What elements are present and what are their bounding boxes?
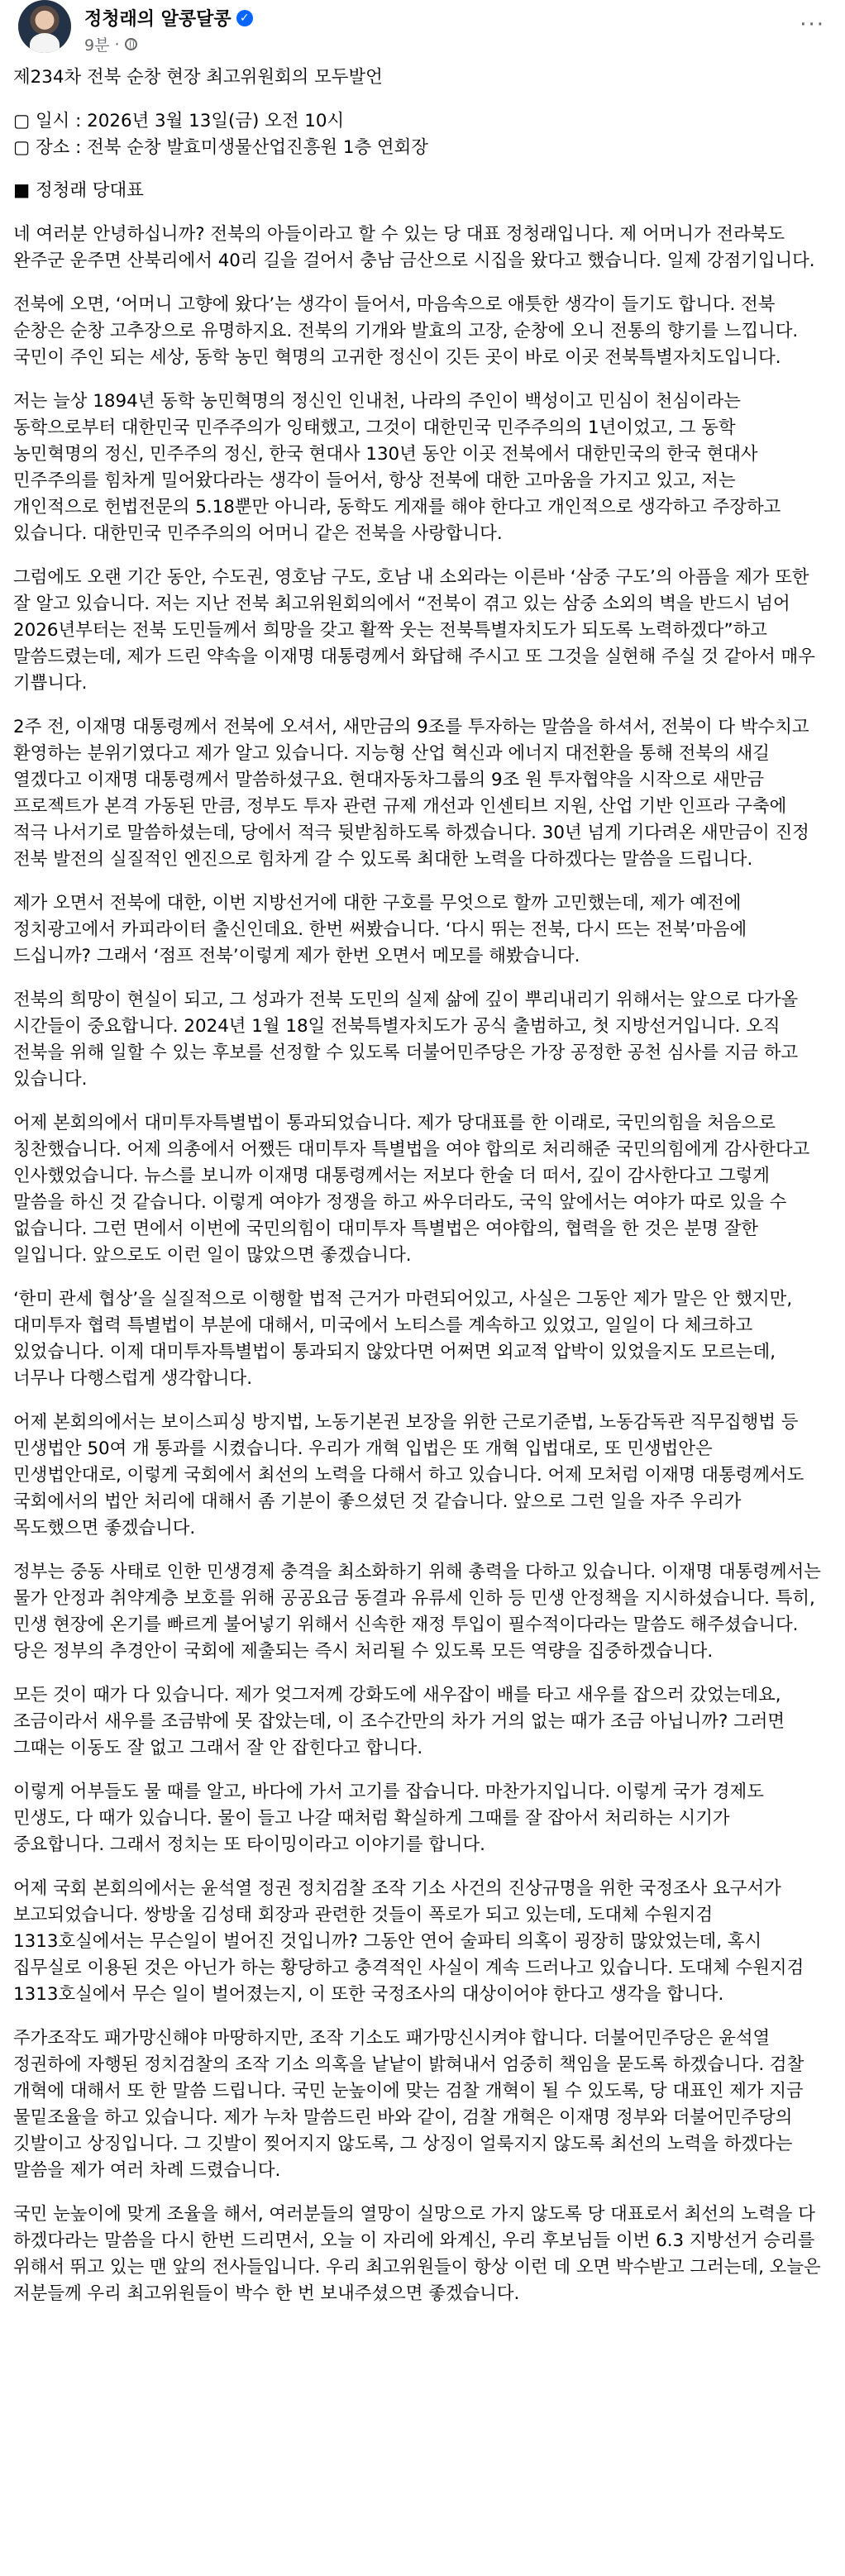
event-date: ▢ 일시 : 2026년 3월 13일(금) 오전 10시 <box>13 111 345 131</box>
globe-icon <box>125 38 137 50</box>
event-info <box>13 108 825 161</box>
paragraph: 네 여러분 안녕하십니까? 전북의 아들이라고 할 수 있는 당 대표 정청래입니다. 제 어머니가 전라북도 완주군 운주면 산북리에서 40리 길을 걸어서 충남 금산으로 시집을 왔다고 했습니다. 일제 강점기입니다. <box>13 224 815 271</box>
paragraph: 2주 전, 이재명 대통령께서 전북에 오셔서, 새만금의 9조를 투자하는 말씀을 하셔서, 전북이 다 박수치고 환영하는 분위기였다고 제가 알고 있습니다. 지능형 산업 혁신과 에너지 대전환을 통해 전북의 새길 열겠다고 이재명 대통령께서 말씀하셨구요. 현대자동차그룹의 9조 원 투자협약을 시작으로 새만금 프로젝트가 본격 가동된 만큼, 정부도 투자 관련 규제 개선과 인센티브 지원, 산업 기반 인프라 구축에 적극 나서기로 말씀하셨는데, 당에서 적극 뒷받침하도록 하겠습니다. 30년 넘게 기다려온 새만금이 진정 전북 발전의 실질적인 엔진으로 힘차게 갈 수 있도록 최대한 노력을 다하겠다는 말씀을 드립니다. <box>13 717 809 870</box>
paragraph: 어제 국회 본회의에서는 윤석열 정권 정치검찰 조작 기소 사건의 진상규명을 위한 국정조사 요구서가 보고되었습니다. 쌍방울 김성태 회장과 관련한 것들이 폭로가 되고 있는데, 도대체 수원지검 1313호실에서는 무슨일이 벌어진 것입니까? 그동안 연어 술파티 의혹이 굉장히 많았었는데, 혹시 집무실로 이용된 것은 아닌가 하는 황당하고 충격적인 사실이 계속 드러나고 있습니다. 도대체 수원지검 1313호실에서 무슨 일이 벌어졌는지, 이 또한 국정조사의 대상이어야 한다고 생각을 합니다. <box>13 1878 804 2005</box>
speaker-label: ■ 정청래 당대표 <box>13 180 144 201</box>
more-options-icon[interactable]: ··· <box>800 12 825 37</box>
author-name[interactable] <box>84 5 253 31</box>
author-avatar[interactable] <box>18 0 71 53</box>
paragraph: 저는 늘상 1894년 동학 농민혁명의 정신인 인내천, 나라의 주인이 백성이고 민심이 천심이라는 동학으로부터 대한민국 민주주의가 잉태했고, 그것이 대한민국 민주주의의 1년이었고, 그 동학 농민혁명의 정신, 민주주의 정신, 한국 현대사 130년 동안 이곳 전북에서 대한민국의 한국 현대사 민주주의를 힘차게 밀어왔다라는 생각이 들어서, 항상 전북에 대한 고마움을 가지고 있고, 저는 개인적으로 헌법전문의 5.18뿐만 아니라, 동학도 게재를 해야 한다고 개인적으로 생각하고 주장하고 있습니다. 대한민국 민주주의의 어머니 같은 전북을 사랑합니다. <box>13 391 781 544</box>
paragraph: 전북에 오면, ‘어머니 고향에 왔다’는 생각이 들어서, 마음속으로 애틋한 생각이 들기도 합니다. 전북 순창은 순창 고추장으로 유명하지요. 전북의 기개와 발효의 고장, 순창에 오니 전통의 향기를 느낍니다. 국민이 주인 되는 세상, 동학 농민 혁명의 고귀한 정신이 깃든 곳이 바로 이곳 전북특별자치도입니다. <box>13 294 799 368</box>
post-header <box>13 0 825 64</box>
paragraph: 이렇게 어부들도 물 때를 알고, 바다에 가서 고기를 잡습니다. 마찬가지입니다. 이렇게 국가 경제도 민생도, 다 때가 있습니다. 물이 들고 나갈 때처럼 확실하게 그때를 잘 잡아서 처리하는 시기가 중요합니다. 그래서 정치는 또 타이밍이라고 이야기를 합니다. <box>13 1782 764 1855</box>
paragraph: 그럼에도 오랜 기간 동안, 수도권, 영호남 구도, 호남 내 소외라는 이른바 ‘삼중 구도’의 아픔을 제가 또한 잘 알고 있습니다. 저는 지난 전북 최고위원회의에서 “전북이 겪고 있는 삼중 소외의 벽을 반드시 넘어 2026년부터는 전북 도민들께서 희망을 갖고 활짝 웃는 전북특별자치도가 되도록 노력하겠다”하고 말씀드렸는데, 제가 드린 약속을 이재명 대통령께서 화답해 주시고 또 그것을 실현해 주실 것 같아서 매우 기쁩니다. <box>13 567 815 694</box>
author-name-text[interactable]: 정청래의 알콩달콩 <box>84 9 232 30</box>
post-title: 제234차 전북 순창 현장 최고위원회의 모두발언 <box>13 67 383 88</box>
paragraph: 정부는 중동 사태로 인한 민생경제 충격을 최소화하기 위해 총력을 다하고 있습니다. 이재명 대통령께서는 물가 안정과 취약계층 보호를 위해 공공요금 동결과 유류세 인하 등 민생 안정책을 지시하셨습니다. 특히, 민생 현장에 온기를 빠르게 불어넣기 위해서 신속한 재정 투입이 필수적이다라는 말씀도 해주셨습니다. 당은 정부의 추경안이 국회에 제출되는 즉시 처리될 수 있도록 모든 역량을 집중하겠습니다. <box>13 1562 821 1662</box>
paragraph: 모든 것이 때가 다 있습니다. 제가 엊그저께 강화도에 새우잡이 배를 타고 새우를 잡으러 갔었는데요, 조금이라서 새우를 조금밖에 못 잡았는데, 이 조수간만의 차가 거의 없는 때가 조금 아닙니까? 그러면 그때는 이동도 잘 없고 그래서 잘 안 잡힌다고 합니다. <box>13 1685 785 1758</box>
paragraph: 주가조작도 패가망신해야 마땅하지만, 조작 기소도 패가망신시켜야 합니다. 더불어민주당은 윤석열 정권하에 자행된 정치검찰의 조작 기소 의혹을 낱낱이 밝혀내서 엄중히 책임을 묻도록 하겠습니다. 검찰 개혁에 대해서 또 한 말씀 드립니다. 국민 눈높이에 맞는 검찰 개혁이 될 수 있도록, 당 대표인 제가 지금 물밑조율을 하고 있습니다. 제가 누차 말씀드린 바와 같이, 검찰 개혁은 이재명 정부와 더불어민주당의 깃발이고 상징입니다. 그 깃발이 찢어지지 않도록, 그 상징이 얼룩지지 않도록 최선의 노력을 하겠다는 말씀을 제가 여러 차례 드렸습니다. <box>13 2028 804 2181</box>
verified-badge-icon: ✓ <box>236 10 253 26</box>
paragraph: 제가 오면서 전북에 대한, 이번 지방선거에 대한 구호를 무엇으로 할까 고민했는데, 제가 예전에 정치광고에서 카피라이터 출신인데요. 한번 써봤습니다. ‘다시 뛰는 전북, 다시 뜨는 전북’마음에 드십니까? 그래서 ‘점프 전북’이렇게 제가 한번 오면서 메모를 해봤습니다. <box>13 893 747 966</box>
paragraph: 어제 본회의에서 대미투자특별법이 통과되었습니다. 제가 당대표를 한 이래로, 국민의힘을 처음으로 칭찬했습니다. 어제 의총에서 어쨌든 대미투자 특별법을 여야 합의로 처리해준 국민의힘에게 감사한다고 인사했었습니다. 뉴스를 보니까 이재명 대통령께서는 저보다 한술 더 떠서, 깊이 감사한다고 그렇게 말씀을 하신 것 같습니다. 이렇게 여야가 정쟁을 하고 싸우더라도, 국익 앞에서는 여야가 따로 있을 수 없습니다. 그런 면에서 이번에 국민의힘이 대미투자 특별법은 여야합의, 협력을 한 것은 분명 잘한 일입니다. 앞으로도 이런 일이 많았으면 좋겠습니다. <box>13 1113 810 1266</box>
post-meta: 9분 · <box>84 33 137 55</box>
paragraph: 국민 눈높이에 맞게 조율을 해서, 여러분들의 열망이 실망으로 가지 않도록 당 대표로서 최선의 노력을 다 하겠다라는 말씀을 다시 한번 드리면서, 오늘 이 자리에 와계신, 우리 후보님들 이번 6.3 지방선거 승리를 위해서 뛰고 있는 맨 앞의 전사들입니다. 우리 최고위원들이 항상 이런 데 오면 박수받고 그러는데, 오늘은 저분들께 우리 최고위원들이 박수 한 번 보내주셨으면 좋겠습니다. <box>13 2204 821 2304</box>
paragraph: ‘한미 관세 협상’을 실질적으로 이행할 법적 근거가 마련되어있고, 사실은 그동안 제가 말은 안 했지만, 대미투자 협력 특별법이 부분에 대해서, 미국에서 노티스를 계속하고 있었고, 일일이 다 체크하고 있었습니다. 이제 대미투자특별법이 통과되지 않았다면 어쩌면 외교적 압박이 있었을지도 모르는데, 너무나 다행스럽게 생각합니다. <box>13 1289 793 1389</box>
post-body <box>13 64 825 2307</box>
paragraph: 전북의 희망이 현실이 되고, 그 성과가 전북 도민의 실제 삶에 깊이 뿌리내리기 위해서는 앞으로 다가올 시간들이 중요합니다. 2024년 1월 18일 전북특별자치도가 공식 출범하고, 첫 지방선거입니다. 오직 전북을 위해 일할 수 있는 후보를 선정할 수 있도록 더불어민주당은 가장 공정한 공천 심사를 지금 하고 있습니다. <box>13 990 799 1090</box>
paragraph: 어제 본회의에서는 보이스피싱 방지법, 노동기본권 보장을 위한 근로기준법, 노동감독관 직무집행법 등 민생법안 50여 개 통과를 시켰습니다. 우리가 개혁 입법은 또 개혁 입법대로, 또 민생법안은 민생법안대로, 이렇게 국회에서 최선의 노력을 다해서 하고 있습니다. 어제 모처럼 이재명 대통령께서도 국회에서의 법안 처리에 대해서 좀 기분이 좋으셨던 것 같습니다. 앞으로 그런 일을 자주 우리가 목도했으면 좋겠습니다. <box>13 1412 804 1538</box>
event-place: ▢ 장소 : 전북 순창 발효미생물산업진흥원 1층 연회장 <box>13 137 428 158</box>
post-time[interactable]: 9분 <box>84 36 110 55</box>
